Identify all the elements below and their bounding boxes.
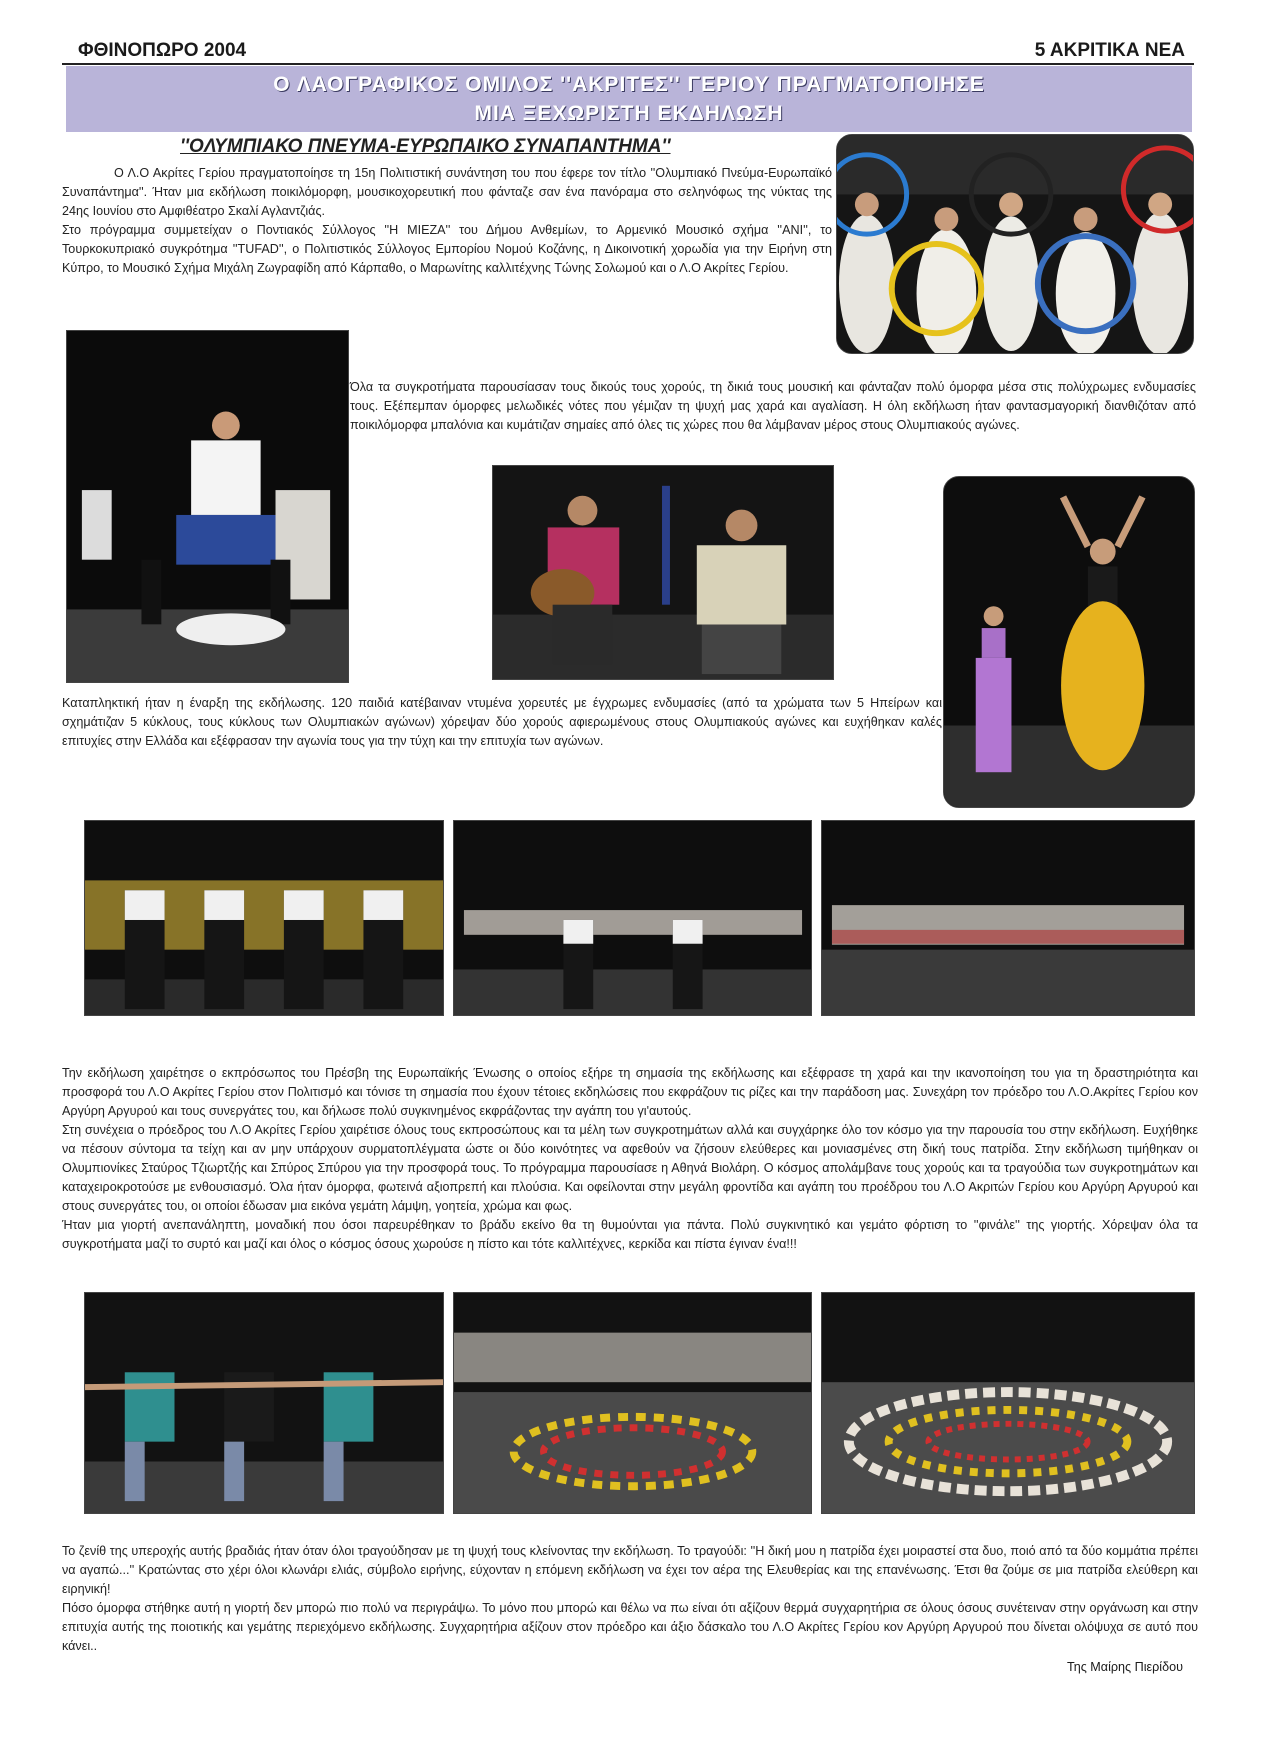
photo-finale-3 [821, 1292, 1195, 1514]
headline-line-2: ΜΙΑ ΞΕΧΩΡΙΣΤΗ ΕΚΔΗΛΩΣΗ [474, 102, 784, 125]
paragraph-5: Την εκδήλωση χαιρέτησε ο εκπρόσωπος του Πρέσβη της Ευρωπαϊκής Ένωσης ο οποίος εξήρε τη σημασία της εκδήλωσης και εξέφρασε τη χαρά και την ικανοποίηση του για τη δραστηριότητα και προσφορά του Λ.Ο Ακρίτες Γερίου στον Πολιτισμό και τόνισε τη σημασία που έχουν τέτοιες εκδηλώσεις που εκφράζουν τις ρίζες και την παράδοση μας. Συνεχάρη τον πρόεδρο του Λ.Ο.Ακρίτες Γερίου κον Αργύρη Αργυρού και τους συνεργάτες του, και δήλωσε πολύ συγκινημένος εκφράζοντας την αγάπη του γι'αυτούς. [62, 1066, 1198, 1118]
paragraph-3: Όλα τα συγκροτήματα παρουσίασαν τους δικούς τους χορούς, τη δικιά τους μουσική και φάνταζαν πολύ όμορφα μέσα στις πολύχρωμες ενδυμασίες τους. Εξέπεμπαν όμορφες μελωδικές νότες που γέμιζαν τη ψυχή μας χαρά και αγαλίαση. Η όλη εκδήλωση ήταν φαντασμαγορική διανθιζόταν από ποικιλόμορφα μπαλόνια και κυμάτιζαν σημαίες από όλες τις χώρες που θα λάμβαναν μέρος στους Ολυμπιακούς αγώνες. [350, 380, 1196, 432]
photo-dancers-row-3 [821, 820, 1195, 1016]
photo-children-dancers [943, 476, 1195, 808]
headline-banner [66, 66, 1192, 132]
header-rule [62, 63, 1194, 65]
paragraph-6: Στη συνέχεια ο πρόεδρος του Λ.Ο Ακρίτες Γερίου χαιρέτισε όλους τους εκπροσώπους και τα μέλη των συγκροτημάτων αλλά και συγχάρηκε όλο τον κόσμο για την παρουσία του στην εκδήλωση. Ευχήθηκε να πέσουν σύντομα τα τείχη και αν μην υπάρχουν συρματοπλέγματα ώστε οι δύο κοινότητες να αφεθούν να ζήσουν ελεύθερες και μονιασμένες στη δική τους πατρίδα. Στην εκδήλωση τιμήθηκαν οι Ολυμπιονίκες Σταύρος Τζιωρτζής και Σπύρος Σπύρου για την προσφορά τους. Το πρόγραμμα παρουσίασε η Αθηνά Βιολάρη. Ο κόσμος απολάμβανε τους χορούς και τα τραγούδια των συγκροτημάτων και καταχειροκροτούσε με ενθουσιασμό. Όλα ήταν όμορφα, φωτεινά αξιοπρεπή και πλούσια. Και οφείλονται στην μεγάλη φροντίδα και αγάπη του προέδρου του Λ.Ο Ακριτών Γερίου κου Αργύρη Αργυρού και στους συνεργάτες του, οι οποίοι έδωσαν μια εικόνα γεμάτη λάμψη, γοητεία, χρώμα και φως. [62, 1123, 1198, 1213]
article-body [62, 1064, 1198, 1254]
paragraph-4: Καταπληκτική ήταν η έναρξη της εκδήλωσης. 120 παιδιά κατέβαιναν ντυμένα χορευτές με έγχρωμες ενδυμασίες (από τα χρώματα των 5 Ηπείρων και σχημάτιζαν 5 κύκλους, τους κύκλους των Ολυμπιακών αγώνων) χόρεψαν δύο χορούς αφιερωμένους στους Ολυμπιακούς αγώνες και ευχήθηκαν καλές επιτυχίες στην Ελλάδα και εξέφρασαν την αγωνία τους για την τύχη και την επιτυχία των αγώνων. [62, 696, 942, 748]
paragraph-7: Ήταν μια γιορτή ανεπανάληπτη, μοναδική που όσοι παρευρέθηκαν το βράδυ εκείνο θα τη θυμούνται για πάντα. Πολύ συγκινητικό και γεμάτο φόρτιση το ''φινάλε'' της γιορτής. Χόρεψαν όλα τα συγκροτήματα μαζί το συρτό και μαζί και όλος ο κόσμος όσους χωρούσε η πίστο και τότε καλλιτέχνες, κερκίδα και πίστα έγιναν ένα!!! [62, 1218, 1198, 1251]
photo-dancers-row-2 [453, 820, 812, 1016]
photo-finale-1 [84, 1292, 444, 1514]
issue-date: ΦΘΙΝΟΠΩΡΟ 2004 [78, 40, 247, 61]
paragraph-1: Ο Λ.Ο Ακρίτες Γερίου πραγματοποίησε τη 15η Πολιτιστική συνάντηση του που έφερε τον τίτλο ''Ολυμπιακό Πνεύμα-Ευρωπαϊκό Συναπάντημα''. Ήταν μια εκδήλωση ποικιλόμορφη, μουσικοχορευτική που φάνταζε σαν ένα πανόραμα στο σεληνόφως της νύκτας της 24ης Ιουνίου στο Αμφιθέατρο Σκαλί Αγλαντζιάς. [62, 166, 832, 218]
paragraph-8: Το ζενίθ της υπεροχής αυτής βραδιάς ήταν όταν όλοι τραγούδησαν με τη ψυχή τους κλείνοντας την εκδήλωση. Το τραγούδι: ''Η δική μου η πατρίδα έχει μοιραστεί στα δυο, ποιό από τα δύο κομμάτια πρέπει να αγαπώ...'' Κρατώντας στο χέρι όλοι κλωνάρι ελιάς, σύμβολο ειρήνης, εύχονταν η επόμενη εκδήλωση να έχει τον αέρα της Ελευθερίας και της επανένωσης. Έτσι θα ζούμε σε μια πατρίδα ελεύθερη και ειρηνική! [62, 1544, 1198, 1596]
photo-girls-with-hoops [836, 134, 1194, 354]
author-signature: Της Μαίρης Πιερίδου [1066, 1660, 1183, 1674]
paragraph-2: Στο πρόγραμμα συμμετείχαν ο Ποντιακός Σύλλογος ''Η ΜΙΕΖΑ'' του Δήμου Ανθεμίων, το Αρμενικό Μουσικό σχήμα ''ΑΝΙ'', το Τουρκοκυπριακό συγκρότημα ''TUFAD'', ο Πολιτιστικός Σύλλογος Εμπορίου Νομού Κοζάνης, η Δικοινοτική χορωδία για την Ειρήνη στη Κύπρο, το Μουσικό Σχήμα Μιχάλη Ζωγραφίδη από Κάρπαθο, ο Μαρωνίτης καλλιτέχνης Τώνης Σολωμού και ο Λ.Ο Ακρίτες Γερίου. [62, 223, 832, 275]
paragraph-9: Πόσο όμορφα στήθηκε αυτή η γιορτή δεν μπορώ πιο πολύ να περιγράψω. Το μόνο που μπορώ και θέλω να πω είναι ότι αξίζουν θερμά συγχαρητήρια σε όλους όσους συνέτειναν στην οργάνωση και στην επιτυχία αυτής της ποιοτικής και γεμάτης περιεχόμενο εκδήλωσης. Συγχαρητήρια αξίζουν στον πρόεδρο και άξιο δάσκαλο του Λ.Ο Ακρίτες Γερίου κον Αργύρη Αργυρού που δίνεται ολόψυχα σε αυτό που κάνει.. [62, 1601, 1198, 1653]
photo-pontic-dancer [66, 330, 349, 683]
photo-dancers-row-1 [84, 820, 444, 1016]
article-subtitle: ''ΟΛΥΜΠΙΑΚΟ ΠΝΕΥΜΑ-ΕΥΡΩΠΑΙΚΟ ΣΥΝΑΠΑΝΤΗΜΑ'' [180, 136, 671, 157]
article-closing [62, 1542, 1198, 1656]
headline-line-1: Ο ΛΑΟΓΡΑΦΙΚΟΣ ΟΜΙΛΟΣ ''ΑΚΡΙΤΕΣ'' ΓΕΡΙΟΥ ΠΡΑΓΜΑΤΟΠΟΙΗΣΕ [273, 73, 985, 96]
photo-musicians [492, 465, 834, 680]
article-intro [62, 164, 832, 278]
page-number-masthead: 5 ΑΚΡΙΤΙΚΑ ΝΕΑ [1034, 40, 1185, 61]
photo-finale-2 [453, 1292, 812, 1514]
